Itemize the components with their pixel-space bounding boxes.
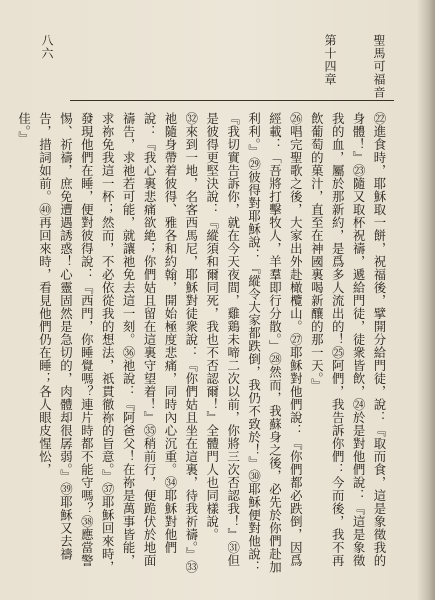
- header-rule: [70, 100, 394, 101]
- book-title: 聖馬可福音: [372, 34, 386, 99]
- page-number: 八六: [40, 34, 54, 60]
- paragraph: 佳。』: [16, 112, 32, 145]
- book-spine-shadow: [417, 0, 435, 600]
- paragraph: ㉖唱完聖歌之後，大家出外赴橄欖山。㉗耶穌對他們說：『你們都必跌倒，因爲經載：「吾將打擊牧人，羊羣即行分散。」㉘然而，我蘇身之後，必先於你們赴加利利。』㉙彼得對耶穌說：『縱令大家都跌倒，我仍不致於！』㉚耶穌便對他說：『我切實告訴你，就在今天夜間，雞鶏未啼二次以前，你將三次否認我！』㉛但是彼得更堅決說：『縱須和爾同死，我也不否認爾！』全體門人也同樣說。: [204, 112, 304, 574]
- paragraph: ㉒進食時，耶穌取一餅，祝福後，擘開分給門徒，說：『取而食，這是象徵我的身體！』㉓隨又取杯祝禱，遞給門徒，徒衆皆飲，㉔於是對他們說：『這是象徵我的血，屬於那新約，是爲多人流出的！㉕阿們，我告訴你們：今而後，我不再飲葡萄的菓汁，直至在神國裏喝新釀的那一天。』: [309, 112, 387, 567]
- paragraph: ㉜來到一地，名客西馬尼，耶穌對徒衆說：『你們姑且坐在這裏，待我祈禱。』㉝祂隨身帶着彼得、雅各和約翰，開始極度悲痛，同時內心沉重。㉞耶穌對他們說：『我心裏悲痛欲絶；你們姑且留在這裏守望着！』㉟稍前行，便跪伏於地面禱告，求祂若可能，就讓祂免去這一刻。㊱祂說：『阿爸父！在祢是萬事皆能，求祢免我這一杯；然而，不必依從我的想法，祇貫徹祢的旨意。』㊲耶穌回來時，發現他們在睡，便對彼得說：『西門，你睡覺嗎？連片時都不能守嗎？㊳應當警惕、祈禱，庶免遭遇誘惑！心靈固然是急切的，肉體却很孱弱。』㊴耶穌又去禱告，措詞如前。㊵再回來時，看見他們仍在睡；各人眼皮惺忪，: [37, 112, 199, 574]
- chapter-label: 第十四章: [323, 34, 337, 86]
- body-text: [13, 112, 389, 574]
